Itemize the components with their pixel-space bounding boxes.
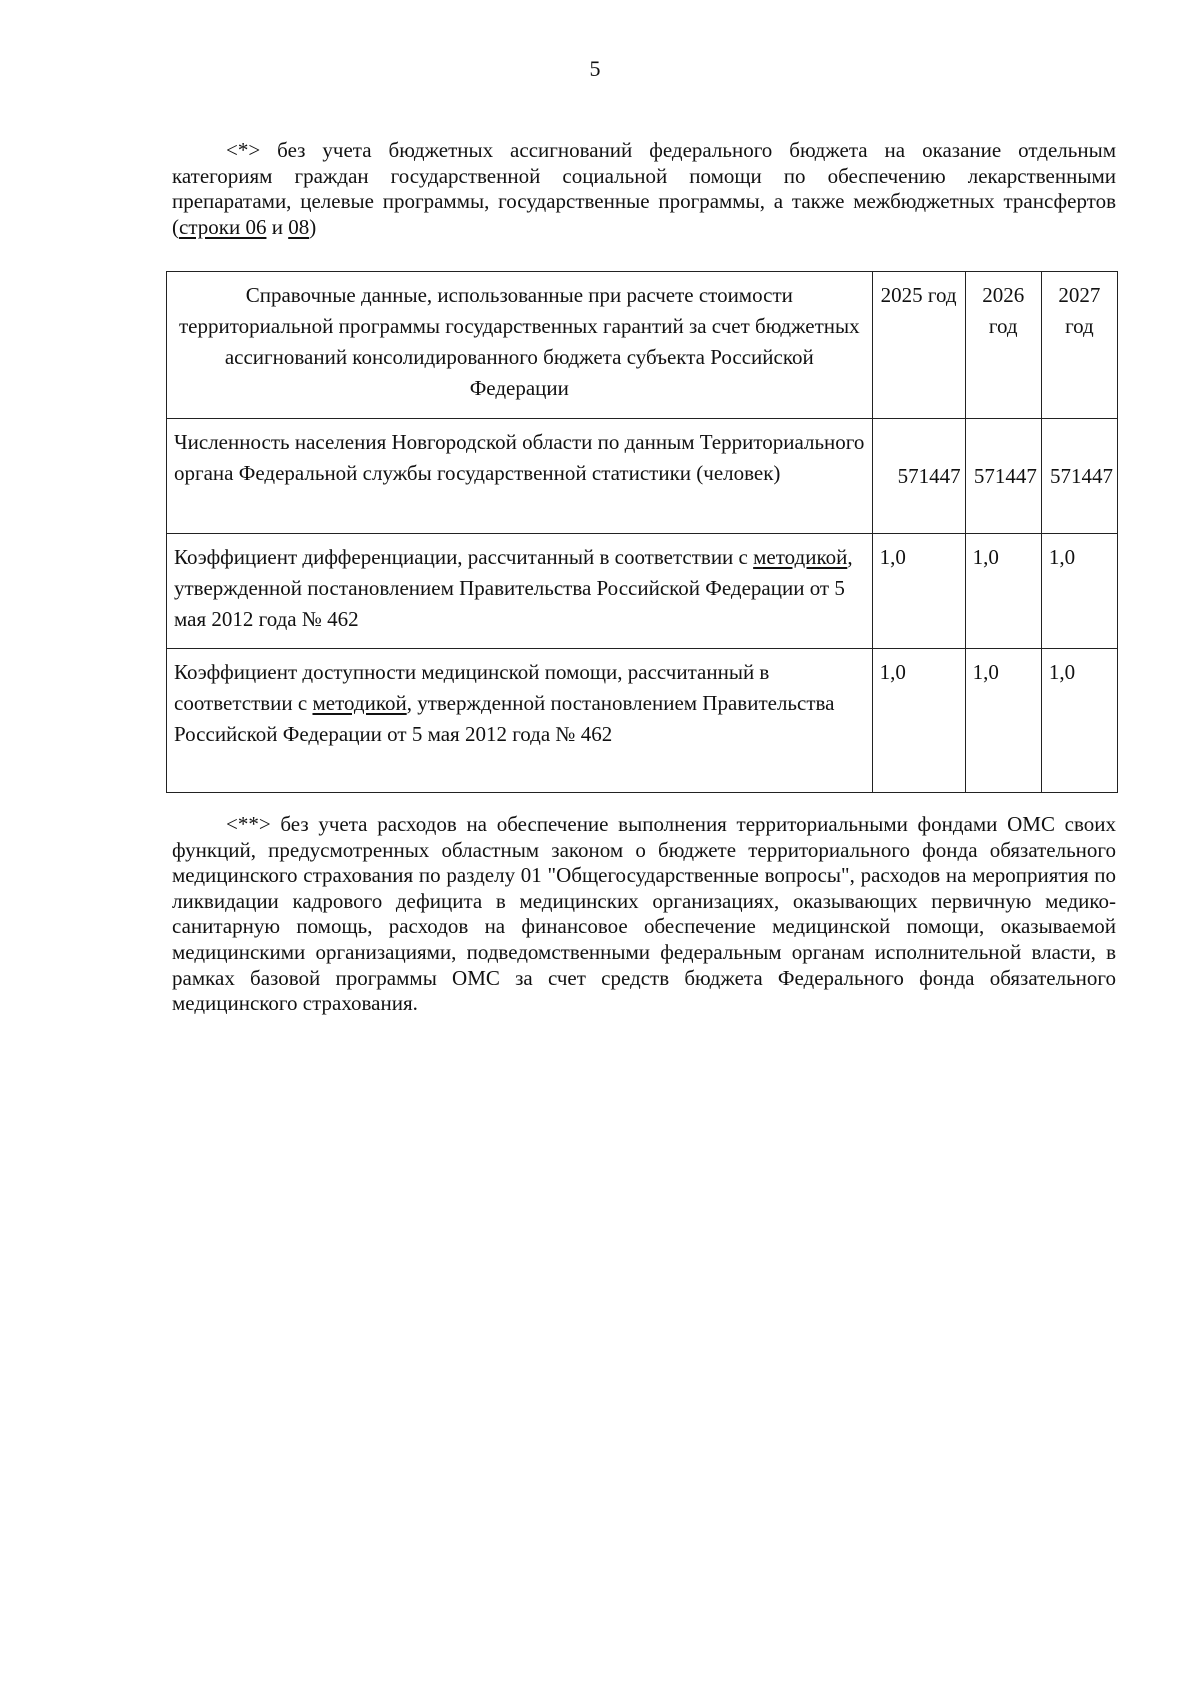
population-2025: 571447 bbox=[872, 419, 965, 534]
header-description: Справочные данные, использованные при расчете стоимости территориальной программы государственных гарантий за счет бюджетных ассигнований консолидированного бюджета субъекта Российской Федерации bbox=[167, 272, 873, 419]
differentiation-text-end: , утвержденной постановлением Правительства Российской Федерации от 5 мая 2012 года № 462 bbox=[174, 545, 853, 631]
accessibility-2025: 1,0 bbox=[872, 649, 965, 793]
population-2026: 571447 bbox=[965, 419, 1041, 534]
accessibility-coefficient-description bbox=[167, 649, 873, 793]
footnote-1-text: <*> без учета бюджетных ассигнований федерального бюджета на оказание отдельным категориям граждан государственной социальной помощи по обеспечению лекарственными препаратами, целевые программы, государственные программы, а также межбюджетных трансфертов ( bbox=[172, 138, 1116, 239]
differentiation-2027: 1,0 bbox=[1041, 534, 1117, 649]
population-2027: 571447 bbox=[1041, 419, 1117, 534]
link-row-08[interactable]: 08 bbox=[288, 214, 310, 239]
header-year-2025: 2025 год bbox=[872, 272, 965, 419]
accessibility-text: Коэффициент доступности медицинской помощи, рассчитанный в соответствии с bbox=[174, 660, 770, 715]
footnote-2: <**> без учета расходов на обеспечение выполнения территориальными фондами ОМС своих функций, предусмотренных областным законом о бюджете территориального фонда обязательного медицинского страхования по разделу 01 "Общегосударственные вопросы", расходов на мероприятия по ликвидации кадрового дефицита в медицинских организациях, оказывающих первичную медико-санитарную помощь, расходов на финансовое обеспечение медицинской помощи, оказываемой медицинскими организациями, подведомственными федеральным органам исполнительной власти, в рамках базовой программы ОМС за счет средств бюджета Федерального фонда обязательного медицинского страхования. bbox=[172, 812, 1116, 1016]
accessibility-2027: 1,0 bbox=[1041, 649, 1117, 793]
header-year-2027: 2027 год bbox=[1041, 272, 1117, 419]
page-number: 5 bbox=[589, 56, 601, 81]
footnote-1 bbox=[172, 138, 1116, 240]
footnote-1-closing: ) bbox=[309, 214, 317, 239]
header-year-2026: 2026 год bbox=[965, 272, 1041, 419]
table-header-row bbox=[167, 272, 1118, 419]
differentiation-text: Коэффициент дифференциации, рассчитанный в соответствии с bbox=[174, 545, 754, 569]
methodology-link[interactable]: методикой bbox=[312, 691, 407, 715]
footnote-1-conjunction: и bbox=[266, 214, 289, 239]
differentiation-coefficient-description bbox=[167, 534, 873, 649]
differentiation-2025: 1,0 bbox=[872, 534, 965, 649]
accessibility-2026: 1,0 bbox=[965, 649, 1041, 793]
link-rows-06[interactable]: строки 06 bbox=[179, 214, 267, 239]
table-row bbox=[167, 649, 1118, 793]
table-row bbox=[167, 419, 1118, 534]
methodology-link[interactable]: методикой bbox=[753, 545, 848, 569]
population-description: Численность населения Новгородской области по данным Территориального органа Федеральной службы государственной статистики (человек) bbox=[167, 419, 873, 534]
reference-data-table bbox=[166, 271, 1118, 793]
differentiation-2026: 1,0 bbox=[965, 534, 1041, 649]
table-row bbox=[167, 534, 1118, 649]
accessibility-text-end: , утвержденной постановлением Правительства Российской Федерации от 5 мая 2012 года № 462 bbox=[174, 691, 835, 746]
